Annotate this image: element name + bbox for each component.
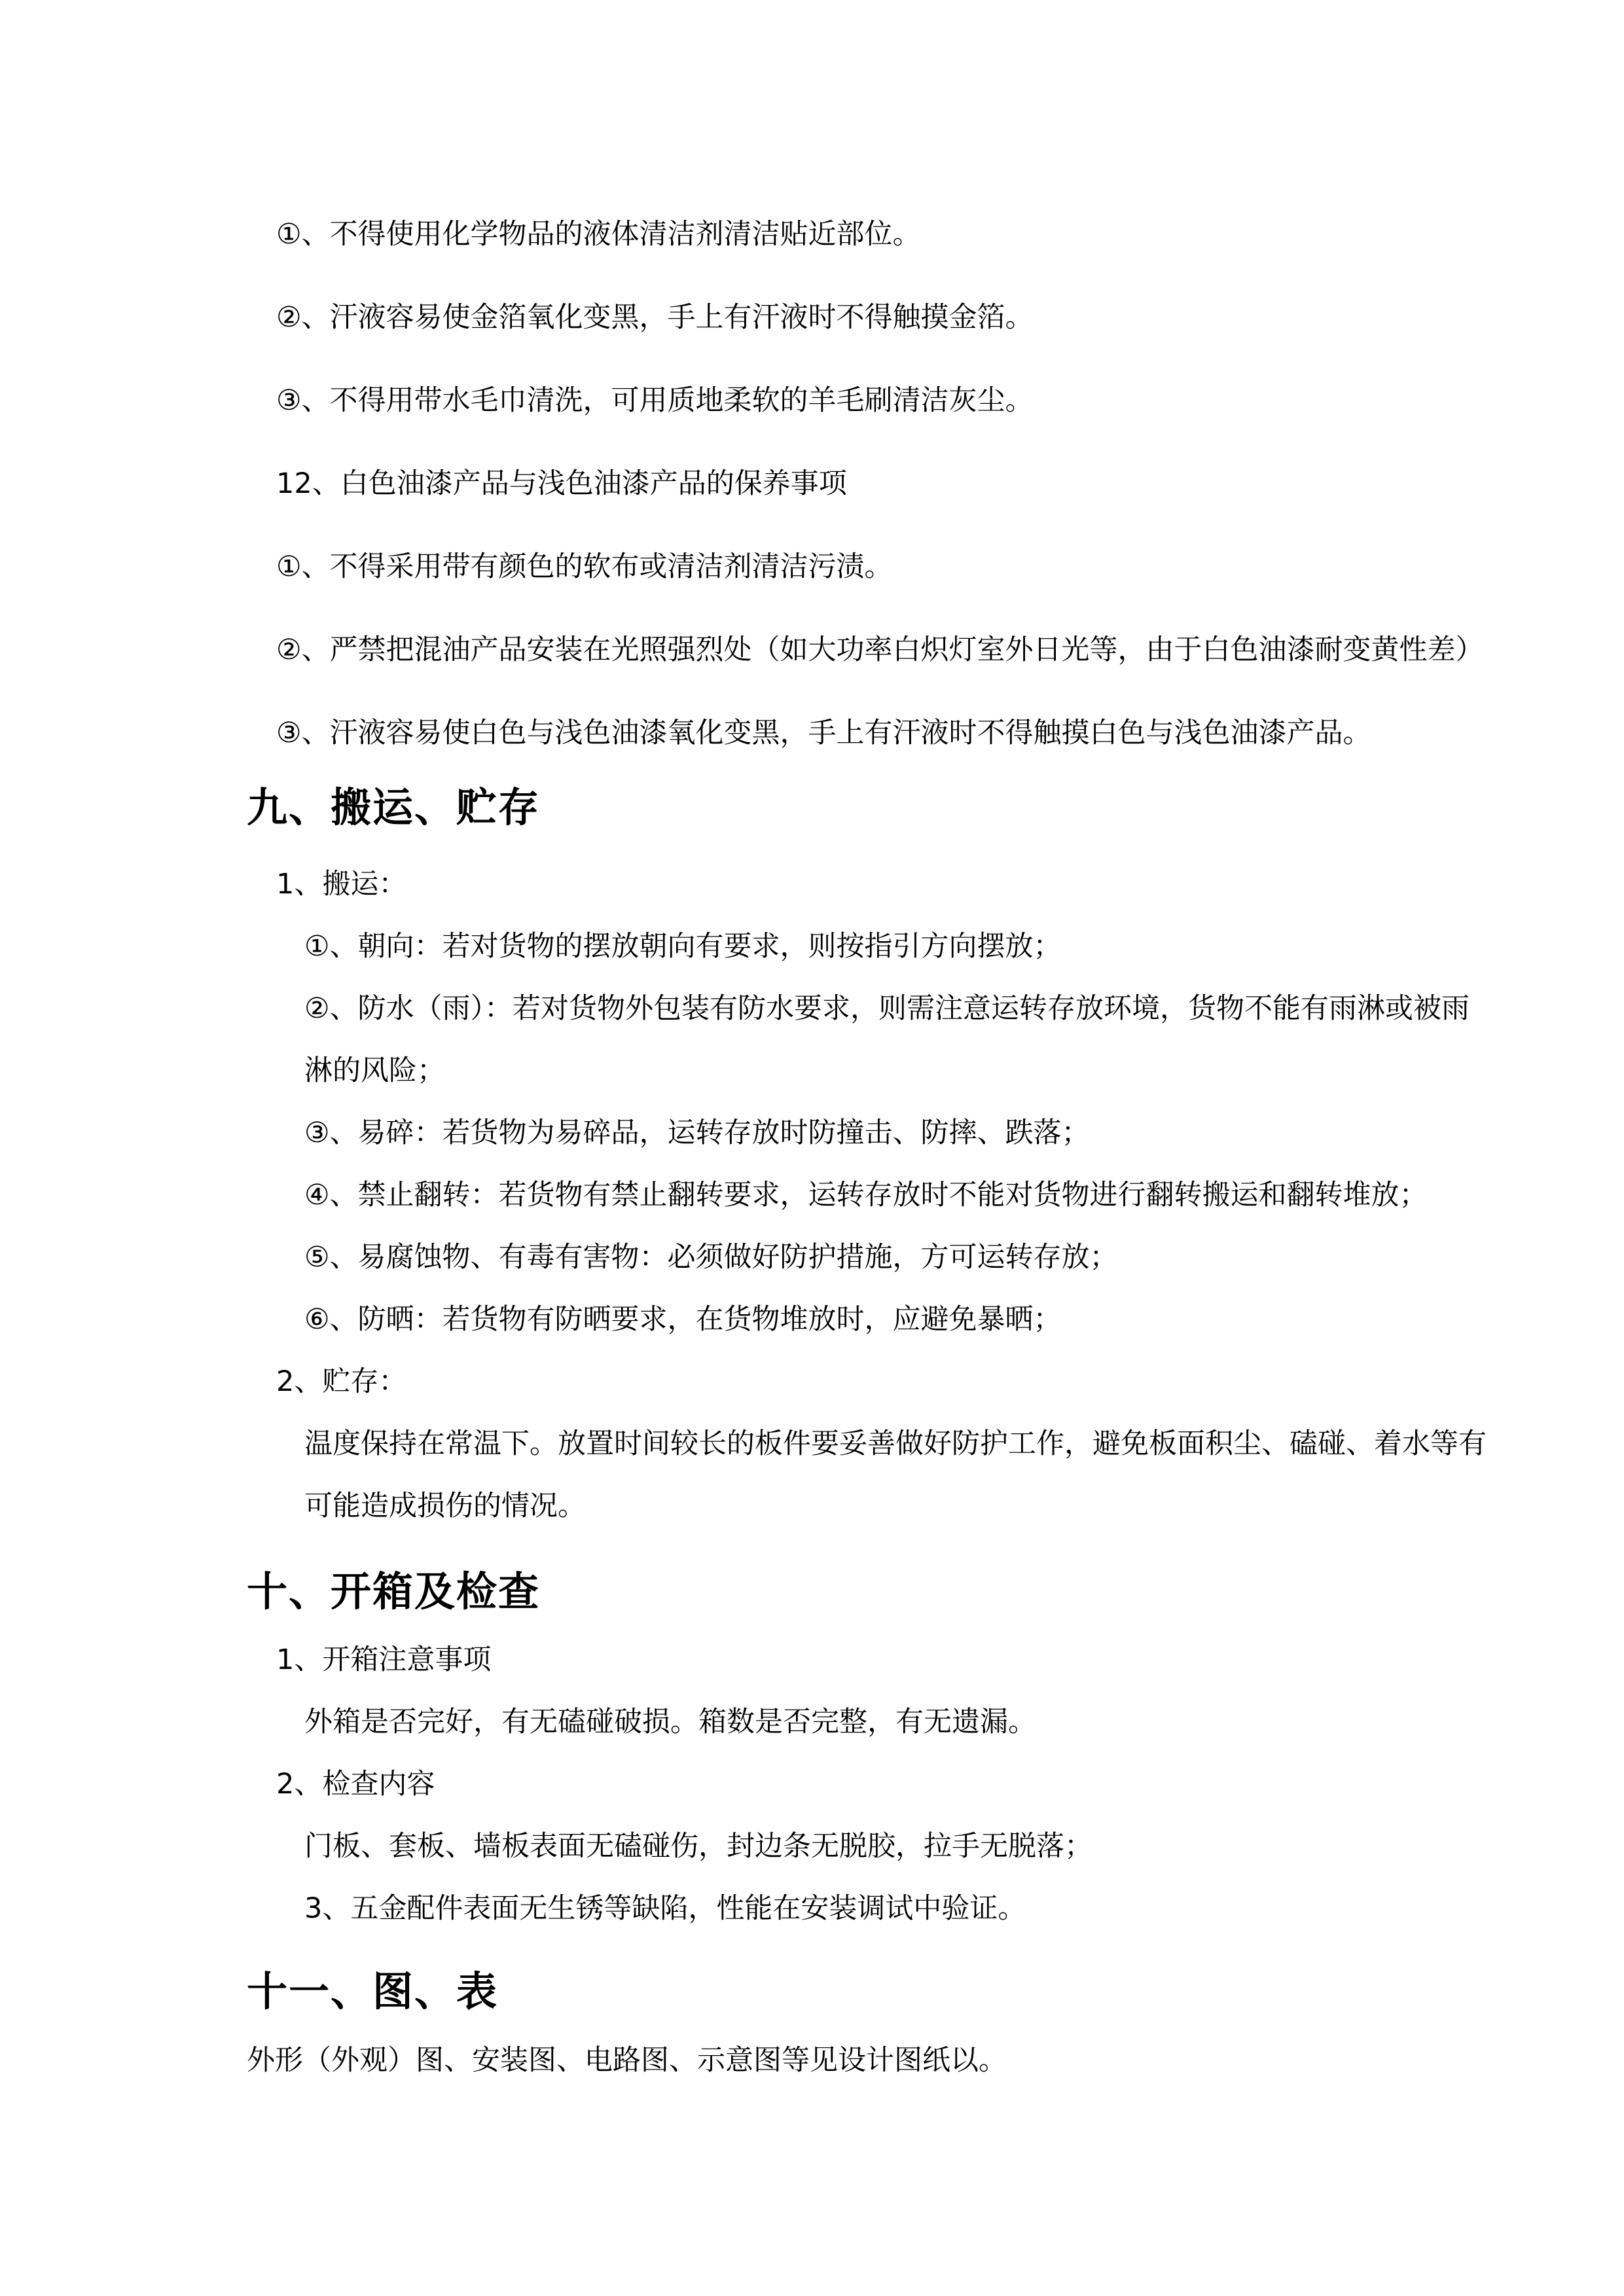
transport-line-continuation: 淋的风险； [304,1054,445,1087]
care-instruction-line: ③、汗液容易使白色与浅色油漆氧化变黑，手上有汗液时不得触摸白色与浅色油漆产品。 [276,717,1371,749]
drawings-text: 外形（外观）图、安装图、电路图、示意图等见设计图纸以。 [247,2044,1007,2077]
unboxing-note-text: 外箱是否完好，有无磕碰破损。箱数是否完整，有无遗漏。 [304,1706,1036,1738]
care-instruction-line: ②、汗液容易使金箔氧化变黑，手上有汗液时不得触摸金箔。 [276,301,1034,334]
transport-line: ③、易碎：若货物为易碎品，运转存放时防撞击、防摔、跌落； [304,1117,1090,1149]
storage-label: 2、贮存： [276,1365,407,1398]
unboxing-note-label: 1、开箱注意事项 [276,1643,492,1676]
item12-heading: 12、白色油漆产品与浅色油漆产品的保养事项 [276,467,847,500]
care-instruction-line: ①、不得采用带有颜色的软布或清洁剂清洁污渍。 [276,550,893,583]
storage-line: 温度保持在常温下。放置时间较长的板件要妥善做好防护工作，避免板面积尘、磕碰、着水等有 [304,1427,1487,1460]
transport-line: ⑥、防晒：若货物有防晒要求，在货物堆放时，应避免暴晒； [304,1303,1062,1336]
section9-body [247,853,1585,1537]
transport-line: ①、朝向：若对货物的摆放朝向有要求，则按指引方向摆放； [304,930,1062,963]
transport-line: ④、禁止翻转：若货物有禁止翻转要求，运转存放时不能对货物进行翻转搬运和翻转堆放； [304,1179,1428,1211]
care-instruction-line: ②、严禁把混油产品安装在光照强烈处（如大功率白炽灯室外日光等，由于白色油漆耐变黄性差） [276,634,1484,666]
inspection-label: 2、检查内容 [276,1768,435,1801]
care-instruction-line: ①、不得使用化学物品的液体清洁剂清洁贴近部位。 [276,218,921,251]
hardware-check-text: 3、五金配件表面无生锈等缺陷，性能在安装调试中验证。 [304,1892,1026,1925]
transport-line: ⑤、易腐蚀物、有毒有害物：必须做好防护措施，方可运转存放； [304,1241,1118,1274]
storage-line-continuation: 可能造成损伤的情况。 [304,1490,586,1522]
section9-heading: 九、搬运、贮存 [247,783,541,831]
care-instruction-line: ③、不得用带水毛巾清洗，可用质地柔软的羊毛刷清洁灰尘。 [276,384,1034,417]
section10-body [247,1629,1585,1940]
transport-label: 1、搬运： [276,868,407,901]
section11-heading: 十一、图、表 [247,1967,499,2015]
inspection-text: 门板、套板、墙板表面无磕碰伤，封边条无脱胶，拉手无脱落； [304,1830,1092,1863]
section10-heading: 十、开箱及检查 [247,1568,541,1615]
section8-continuation [247,193,1585,775]
transport-line: ②、防水（雨）：若对货物外包装有防水要求，则需注意运转存放环境，货物不能有雨淋或被雨 [304,992,1470,1025]
